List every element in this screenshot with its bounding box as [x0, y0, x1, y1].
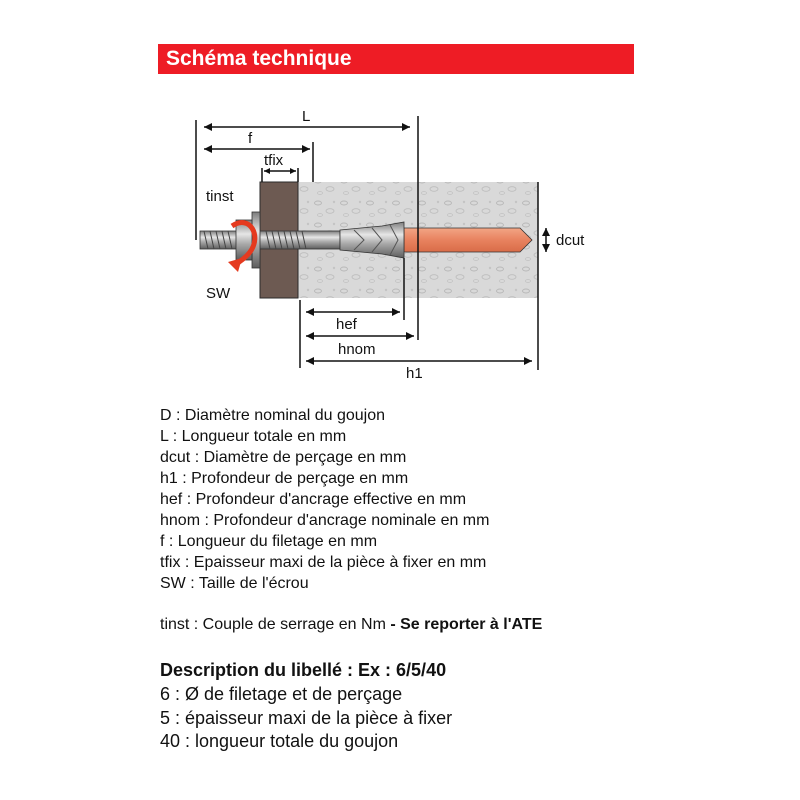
definition-item: tfix : Epaisseur maxi de la pièce à fixer en mm [160, 554, 487, 571]
section-title: Schéma technique [166, 47, 352, 70]
label-sw: SW [206, 285, 231, 302]
definition-item: L : Longueur totale en mm [160, 428, 347, 445]
label-dcut: dcut [556, 232, 585, 249]
definitions-list [160, 405, 489, 594]
label-L: L [302, 108, 311, 125]
label-h1: h1 [406, 365, 423, 382]
drill-hole [404, 228, 532, 252]
definition-item: hef : Profondeur d'ancrage effective en mm [160, 491, 467, 508]
definition-item: f : Longueur du filetage en mm [160, 533, 378, 550]
description-item: 6 : Ø de filetage et de perçage [160, 684, 403, 704]
definition-item: D : Diamètre nominal du goujon [160, 407, 386, 424]
label-f: f [248, 130, 253, 147]
description-list [160, 683, 452, 754]
bolt-shank [200, 231, 340, 249]
description-title: Description du libellé : Ex : 6/5/40 [160, 660, 447, 680]
tinst-definition [160, 616, 542, 634]
label-hnom: hnom [338, 341, 376, 358]
definition-item: hnom : Profondeur d'ancrage nominale en mm [160, 512, 490, 529]
tinst-ate-note: - Se reporter à l'ATE [390, 616, 543, 633]
description-item: 40 : longueur totale du goujon [160, 731, 399, 751]
tinst-text: tinst : Couple de serrage en Nm [160, 616, 391, 633]
definition-item: dcut : Diamètre de perçage en mm [160, 449, 407, 466]
label-hef: hef [336, 316, 357, 333]
label-tfix: tfix [264, 152, 284, 169]
definition-item: SW : Taille de l'écrou [160, 575, 309, 592]
label-tinst: tinst [206, 188, 234, 205]
definition-item: h1 : Profondeur de perçage en mm [160, 470, 409, 487]
description-item: 5 : épaisseur maxi de la pièce à fixer [160, 707, 453, 728]
